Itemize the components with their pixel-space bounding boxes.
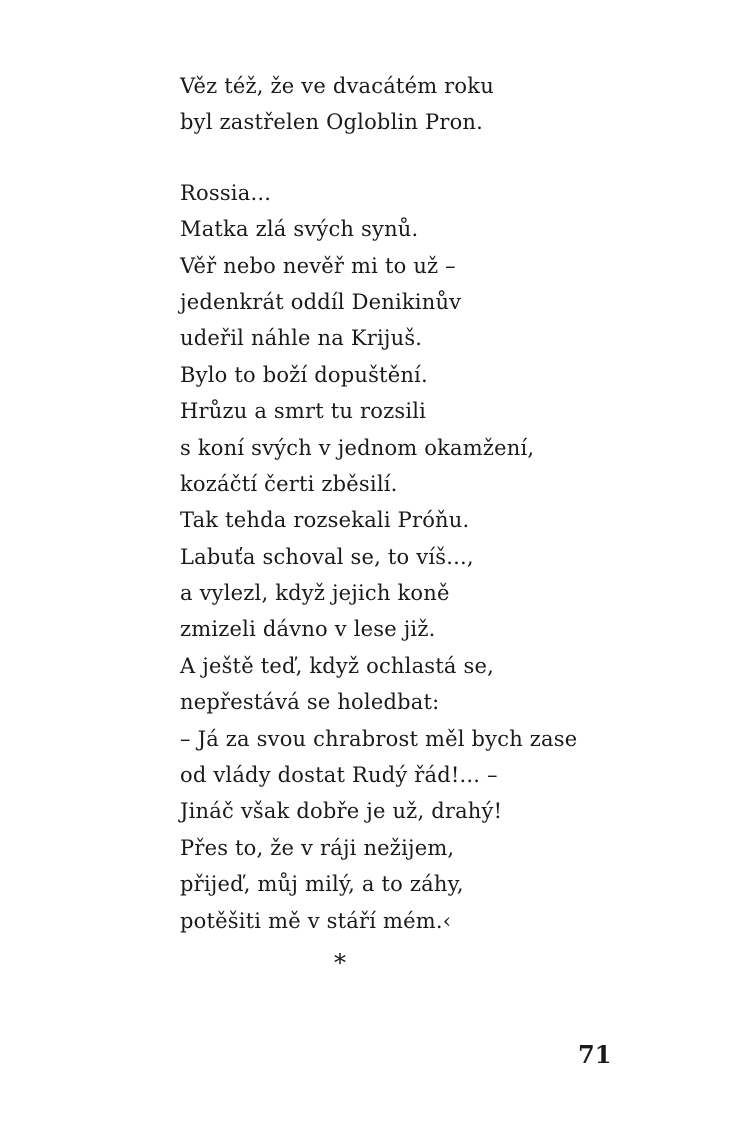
- poem-line: Věř nebo nevěř mi to už –: [180, 253, 456, 278]
- poem-line: Přes to, že v ráji nežijem,: [180, 835, 455, 860]
- poem-line: kozáčtí čerti zběsilí.: [180, 471, 398, 496]
- poem-line: Hrůzu a smrt tu rozsili: [180, 399, 427, 424]
- poem-line: Labuťa schoval se, to víš...,: [180, 544, 474, 569]
- poem-line: Bylo to boží dopuštění.: [180, 362, 428, 387]
- poem-line: od vlády dostat Rudý řád!... –: [180, 763, 498, 788]
- poem-line: s koní svých v jednom okamžení,: [180, 435, 535, 460]
- poem-line: A ještě teď, když ochlastá se,: [180, 653, 494, 678]
- stanza-1: [180, 68, 700, 141]
- poem-line: zmizeli dávno v lese již.: [180, 617, 436, 642]
- poem-line: nepřestává se holedbat:: [180, 690, 440, 715]
- poem-line: udeřil náhle na Krijuš.: [180, 326, 423, 351]
- poem-line: jedenkrát oddíl Denikinův: [180, 289, 462, 314]
- poem-line: Tak tehda rozsekali Próňu.: [180, 508, 470, 533]
- poem-line: potěšiti mě v stáří mém.‹: [180, 908, 452, 933]
- poem-line: Rossia...: [180, 180, 272, 205]
- poem-text: [180, 68, 700, 939]
- poem-line: Matka zlá svých synů.: [180, 217, 419, 242]
- poem-line: – Já za svou chrabrost měl bych zase: [180, 726, 578, 751]
- section-divider-asterisk: *: [334, 949, 346, 977]
- poem-line: přijeď, můj milý, a to záhy,: [180, 872, 464, 897]
- poem-line: Věz též, že ve dvacátém roku: [180, 74, 494, 98]
- page-number: 71: [578, 1040, 612, 1069]
- stanza-2: [180, 175, 700, 939]
- poem-line: a vylezl, když jejich koně: [180, 581, 450, 606]
- poem-line: byl zastřelen Ogloblin Pron.: [180, 110, 484, 135]
- poem-line: Jináč však dobře je už, drahý!: [180, 799, 503, 824]
